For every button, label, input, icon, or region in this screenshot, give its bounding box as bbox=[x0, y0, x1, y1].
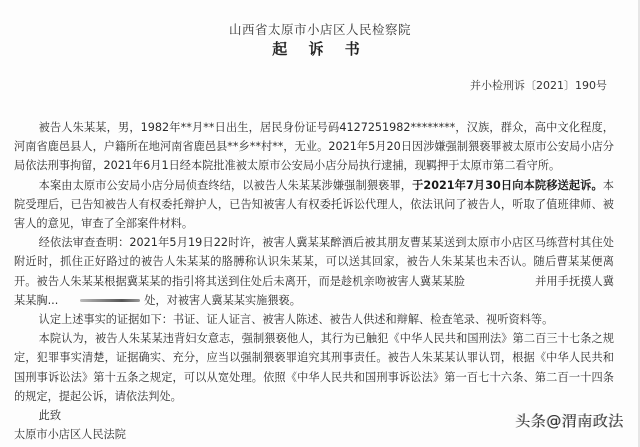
opinion-text: 本院认为，被告人朱某某违背妇女意志，强制猥亵他人，其行为已触犯《中华人民共和国刑法》第二百三十七条之规定，犯罪事实清楚，证据确实、充分，应当以强制猥亵罪追究其刑事责任。被告人朱某某认罪认罚，根据《中华人民共和国刑事诉讼法》第十五条之规定，可以从宽处理。依照《中华人民共和国刑事诉讼法》第一百七十六条、第二百一十四条的规定，提起公诉，请依法判处。 bbox=[14, 332, 614, 403]
case-intro-text-continued: 本院受理后，已告知被告人有权委托辩护人，已告知被害人有权委托诉讼代理人，依法讯问了被告人，听取了值班律师、被害人的意见，审查了全部案件材料。 bbox=[14, 178, 614, 231]
defendant-info-text: 被告人朱某某，男，1982年**月**日出生，居民身份证号码4127251982********，汉族，群众，高中文化程度，河南省鹿邑县人，户籍所在地河南省鹿邑县**乡**村**，无业。2021年5月20日因涉嫌强制猥亵罪被太原市公安局小店分局依法刑事拘留，2021年6月1日经本院批准被太原市公安局小店分局执行逮捕，现羁押于太原市第二看守所。 bbox=[14, 121, 614, 173]
transfer-date-text: 于2021年7月30日向本院移送起诉。 bbox=[412, 178, 603, 192]
document-body bbox=[14, 118, 614, 444]
addressee-court: 太原市小店区人民法院 bbox=[14, 428, 126, 442]
facts-text-end: 处，对被害人冀某某实施猥亵。 bbox=[144, 293, 301, 307]
facts-text: 经依法审查查明：2021年5月19日22时许，被害人冀某某醉酒后被其朋友曹某某送到太原市小店区马练营村其住处附近时，抓住正好路过的被告人朱某某的胳膊称认识朱某某，可以送其回家，被告人朱某某也未否认。随后曹某某便离开。被告人朱某某根据冀某某的指引将其送到住处后未离开，而是趁机亲吻被害人冀某某脸 bbox=[14, 236, 614, 288]
case-intro-text: 本案由太原市公安局小店分局侦查终结，以被告人朱某某涉嫌强制猥亵罪， bbox=[38, 178, 413, 192]
procuratorate-name: 山西省太原市小店区人民检察院 bbox=[228, 22, 411, 37]
document-title: 起 诉 书 bbox=[272, 40, 368, 58]
source-watermark: 头条@渭南政法 bbox=[515, 412, 624, 430]
evidence-text: 认定上述事实的证据如下：书证、证人证言、被害人陈述、被告人供述和辩解、检查笔录、视听资料等。 bbox=[38, 313, 554, 327]
evidence-paragraph bbox=[14, 310, 614, 329]
redaction-smudge bbox=[80, 299, 140, 302]
opinion-paragraph bbox=[14, 329, 614, 406]
closing-salutation: 此致 bbox=[38, 409, 62, 423]
defendant-info-paragraph bbox=[14, 118, 614, 176]
case-intro-paragraph bbox=[14, 176, 614, 234]
facts-text-continued: 并用手抚摸人冀某某胸 bbox=[14, 274, 614, 307]
redacted-ellipsis: ... bbox=[47, 293, 59, 307]
facts-paragraph bbox=[14, 233, 614, 310]
document-number: 并小检刑诉〔2021〕190号 bbox=[470, 79, 607, 92]
